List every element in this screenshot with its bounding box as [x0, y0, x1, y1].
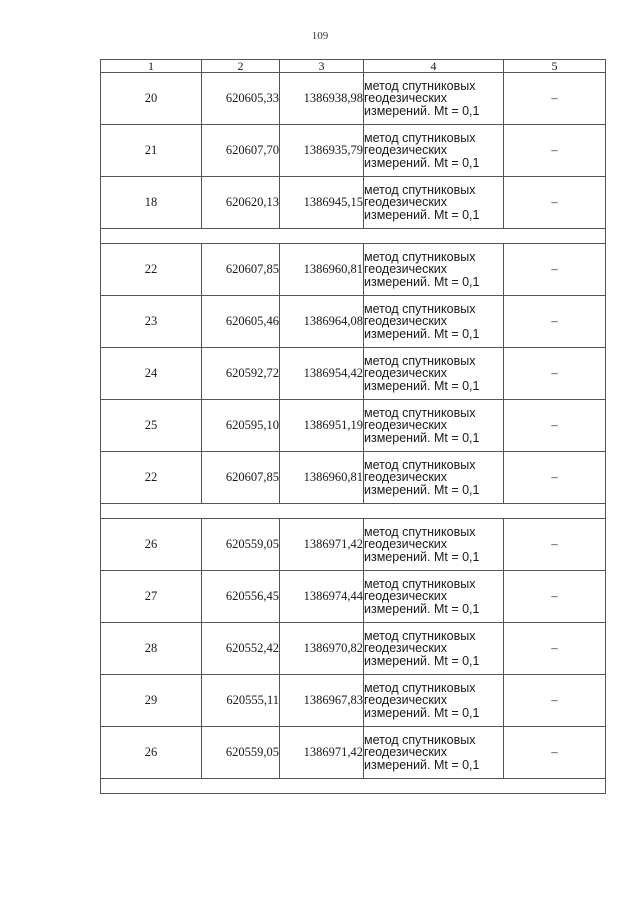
table-row: [101, 296, 606, 348]
note-cell: –: [504, 623, 606, 675]
x-coordinate-cell: 620607,85: [202, 452, 280, 504]
header-cell-2: 2: [202, 60, 280, 73]
method-line: измерений. Mt = 0,1: [364, 757, 480, 772]
y-coordinate-cell: 1386951,19: [280, 400, 364, 452]
method-line: метод спутниковых: [364, 524, 476, 539]
method-line: геодезических: [364, 366, 448, 381]
table-end-row: [101, 779, 606, 794]
method-cell: [364, 623, 504, 675]
y-coordinate-cell: 1386945,15: [280, 177, 364, 229]
table-row: [101, 348, 606, 400]
method-line: измерений. Mt = 0,1: [364, 705, 480, 720]
x-coordinate-cell: 620607,85: [202, 244, 280, 296]
method-line: измерений. Mt = 0,1: [364, 601, 480, 616]
point-number-cell: 21: [101, 125, 202, 177]
method-line: измерений. Mt = 0,1: [364, 482, 480, 497]
x-coordinate-cell: 620552,42: [202, 623, 280, 675]
method-line: геодезических: [364, 470, 448, 485]
method-line: геодезических: [364, 143, 448, 158]
point-number-cell: 25: [101, 400, 202, 452]
method-line: геодезических: [364, 314, 448, 329]
page-number: 109: [311, 30, 329, 42]
method-line: метод спутниковых: [364, 732, 476, 747]
x-coordinate-cell: 620555,11: [202, 675, 280, 727]
note-cell: –: [504, 400, 606, 452]
table-row: [101, 727, 606, 779]
method-line: геодезических: [364, 91, 448, 106]
method-line: измерений. Mt = 0,1: [364, 430, 480, 445]
method-line: геодезических: [364, 589, 448, 604]
point-number-cell: 26: [101, 519, 202, 571]
table-row: [101, 244, 606, 296]
note-cell: –: [504, 675, 606, 727]
method-cell: [364, 400, 504, 452]
y-coordinate-cell: 1386971,42: [280, 519, 364, 571]
point-number-cell: 22: [101, 452, 202, 504]
table-end-cell: [101, 779, 606, 794]
note-cell: –: [504, 73, 606, 125]
table-row: [101, 623, 606, 675]
header-cell-5: 5: [504, 60, 606, 73]
method-cell: [364, 675, 504, 727]
table-row: [101, 675, 606, 727]
method-line: геодезических: [364, 195, 448, 210]
point-number-cell: 24: [101, 348, 202, 400]
point-number-cell: 27: [101, 571, 202, 623]
x-coordinate-cell: 620592,72: [202, 348, 280, 400]
point-number-cell: 20: [101, 73, 202, 125]
method-line: измерений. Mt = 0,1: [364, 274, 480, 289]
x-coordinate-cell: 620556,45: [202, 571, 280, 623]
method-line: метод спутниковых: [364, 628, 476, 643]
group-separator-row: [101, 229, 606, 244]
x-coordinate-cell: 620620,13: [202, 177, 280, 229]
method-cell: [364, 296, 504, 348]
y-coordinate-cell: 1386960,81: [280, 452, 364, 504]
note-cell: –: [504, 519, 606, 571]
x-coordinate-cell: 620607,70: [202, 125, 280, 177]
method-cell: [364, 348, 504, 400]
header-cell-3: 3: [280, 60, 364, 73]
x-coordinate-cell: 620605,46: [202, 296, 280, 348]
table-row: [101, 519, 606, 571]
table-row: [101, 73, 606, 125]
header-cell-1: 1: [101, 60, 202, 73]
method-line: измерений. Mt = 0,1: [364, 378, 480, 393]
note-cell: –: [504, 125, 606, 177]
method-line: измерений. Mt = 0,1: [364, 155, 480, 170]
group-separator-cell: [101, 229, 606, 244]
method-line: метод спутниковых: [364, 353, 476, 368]
header-row: [101, 60, 606, 73]
method-line: геодезических: [364, 418, 448, 433]
method-line: геодезических: [364, 745, 448, 760]
method-line: метод спутниковых: [364, 182, 476, 197]
note-cell: –: [504, 177, 606, 229]
point-number-cell: 18: [101, 177, 202, 229]
note-cell: –: [504, 571, 606, 623]
table-row: [101, 400, 606, 452]
method-line: метод спутниковых: [364, 405, 476, 420]
method-cell: [364, 244, 504, 296]
method-line: геодезических: [364, 641, 448, 656]
y-coordinate-cell: 1386967,83: [280, 675, 364, 727]
method-line: измерений. Mt = 0,1: [364, 653, 480, 668]
method-line: измерений. Mt = 0,1: [364, 103, 480, 118]
point-number-cell: 28: [101, 623, 202, 675]
y-coordinate-cell: 1386938,98: [280, 73, 364, 125]
y-coordinate-cell: 1386935,79: [280, 125, 364, 177]
group-separator-row: [101, 504, 606, 519]
method-cell: [364, 73, 504, 125]
method-line: метод спутниковых: [364, 130, 476, 145]
note-cell: –: [504, 727, 606, 779]
method-line: геодезических: [364, 262, 448, 277]
method-line: измерений. Mt = 0,1: [364, 549, 480, 564]
method-line: геодезических: [364, 693, 448, 708]
method-line: измерений. Mt = 0,1: [364, 207, 480, 222]
table-row: [101, 571, 606, 623]
method-line: метод спутниковых: [364, 457, 476, 472]
table-row: [101, 177, 606, 229]
method-cell: [364, 727, 504, 779]
table-row: [101, 125, 606, 177]
point-number-cell: 22: [101, 244, 202, 296]
method-cell: [364, 519, 504, 571]
table-row: [101, 452, 606, 504]
y-coordinate-cell: 1386971,42: [280, 727, 364, 779]
x-coordinate-cell: 620605,33: [202, 73, 280, 125]
method-cell: [364, 125, 504, 177]
point-number-cell: 23: [101, 296, 202, 348]
point-number-cell: 26: [101, 727, 202, 779]
x-coordinate-cell: 620559,05: [202, 727, 280, 779]
y-coordinate-cell: 1386954,42: [280, 348, 364, 400]
method-cell: [364, 571, 504, 623]
y-coordinate-cell: 1386964,08: [280, 296, 364, 348]
method-cell: [364, 452, 504, 504]
table-body: [101, 60, 606, 794]
header-cell-4: 4: [364, 60, 504, 73]
note-cell: –: [504, 348, 606, 400]
group-separator-cell: [101, 504, 606, 519]
method-line: геодезических: [364, 537, 448, 552]
method-line: метод спутниковых: [364, 249, 476, 264]
point-number-cell: 29: [101, 675, 202, 727]
coordinates-table: [100, 59, 606, 794]
x-coordinate-cell: 620559,05: [202, 519, 280, 571]
method-line: измерений. Mt = 0,1: [364, 326, 480, 341]
note-cell: –: [504, 244, 606, 296]
note-cell: –: [504, 296, 606, 348]
x-coordinate-cell: 620595,10: [202, 400, 280, 452]
y-coordinate-cell: 1386974,44: [280, 571, 364, 623]
method-line: метод спутниковых: [364, 78, 476, 93]
note-cell: –: [504, 452, 606, 504]
method-line: метод спутниковых: [364, 301, 476, 316]
method-cell: [364, 177, 504, 229]
y-coordinate-cell: 1386960,81: [280, 244, 364, 296]
method-line: метод спутниковых: [364, 576, 476, 591]
method-line: метод спутниковых: [364, 680, 476, 695]
y-coordinate-cell: 1386970,82: [280, 623, 364, 675]
